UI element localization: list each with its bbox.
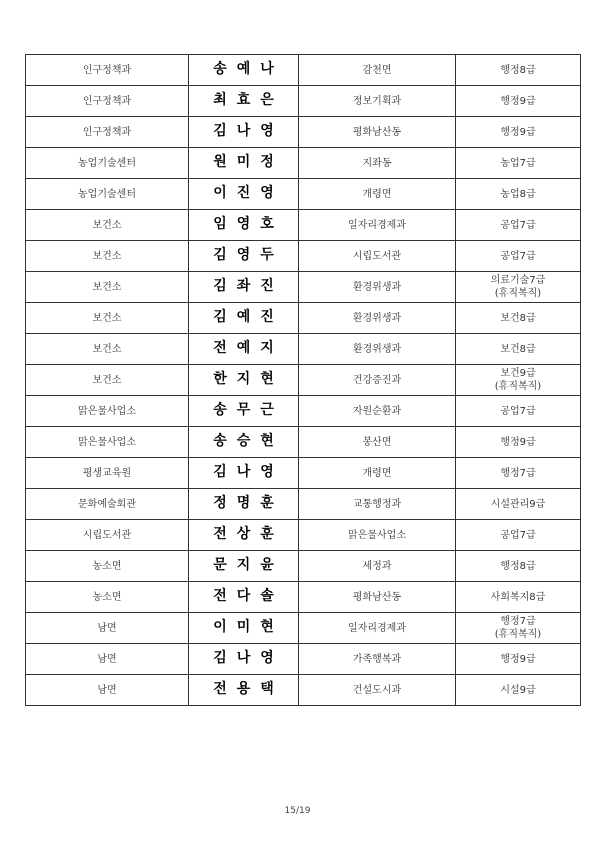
employee-name-cell [189,365,299,396]
current-department-cell: 시립도서관 [26,520,189,551]
new-assignment-cell: 교통행정과 [299,489,456,520]
grade-label: 의료기술7급 [490,275,546,286]
new-assignment-cell: 건강증진과 [299,365,456,396]
new-assignment-cell: 환경위생과 [299,303,456,334]
current-department-cell: 농소면 [26,582,189,613]
grade-label: 공업7급 [500,405,536,417]
current-department-cell: 보건소 [26,272,189,303]
employee-name: 문지윤 [213,557,284,573]
current-department-cell: 농업기술센터 [26,148,189,179]
employee-name-cell [189,582,299,613]
personnel-table-body [26,55,581,706]
current-department-cell: 농업기술센터 [26,179,189,210]
employee-name: 전다솔 [213,588,284,604]
table-row [26,117,581,148]
grade-cell [456,520,581,551]
new-assignment-cell: 맑은물사업소 [299,520,456,551]
employee-name: 전상훈 [213,526,284,542]
current-department-cell: 남면 [26,675,189,706]
new-assignment-cell: 가족행복과 [299,644,456,675]
employee-name-cell [189,427,299,458]
grade-cell [456,179,581,210]
grade-cell [456,427,581,458]
grade-label: 농업8급 [500,188,536,200]
current-department-cell: 보건소 [26,303,189,334]
employee-name: 송승현 [213,433,284,449]
employee-name-cell [189,520,299,551]
table-row [26,179,581,210]
new-assignment-cell: 정보기획과 [299,86,456,117]
grade-label: 보건8급 [500,312,536,324]
table-row [26,396,581,427]
grade-cell [456,148,581,179]
leave-return-note: (휴직복직) [494,288,542,299]
current-department-cell: 인구정책과 [26,117,189,148]
grade-cell [456,303,581,334]
personnel-table [25,54,581,706]
current-department-cell: 남면 [26,613,189,644]
employee-name: 김영두 [213,247,284,263]
employee-name-cell [189,179,299,210]
table-row [26,489,581,520]
current-department-cell: 보건소 [26,210,189,241]
employee-name-cell [189,334,299,365]
grade-label: 보건9급 [500,368,536,379]
employee-name: 최효은 [213,92,284,108]
employee-name-cell [189,489,299,520]
current-department-cell: 인구정책과 [26,86,189,117]
grade-label: 행정9급 [500,126,536,138]
employee-name: 송무근 [213,402,284,418]
employee-name-cell [189,55,299,86]
leave-return-note: (휴직복직) [494,629,542,640]
grade-cell [456,365,581,396]
employee-name: 전용택 [213,681,284,697]
grade-label: 행정8급 [500,64,536,76]
table-row [26,644,581,675]
new-assignment-cell: 일자리경제과 [299,210,456,241]
table-row [26,55,581,86]
new-assignment-cell: 봉산면 [299,427,456,458]
employee-name: 이진영 [213,185,284,201]
employee-name-cell [189,613,299,644]
table-row [26,241,581,272]
grade-label: 행정9급 [500,95,536,107]
grade-cell [456,582,581,613]
grade-cell [456,675,581,706]
employee-name-cell [189,272,299,303]
grade-label: 공업7급 [500,529,536,541]
employee-name: 이미현 [213,619,284,635]
grade-cell [456,489,581,520]
employee-name: 송예나 [213,61,284,77]
grade-cell [456,241,581,272]
grade-cell [456,334,581,365]
employee-name: 김예진 [213,309,284,325]
employee-name: 김좌진 [213,278,284,294]
new-assignment-cell: 환경위생과 [299,272,456,303]
grade-label: 행정9급 [500,436,536,448]
new-assignment-cell: 평화남산동 [299,117,456,148]
current-department-cell: 문화예술회관 [26,489,189,520]
employee-name: 김나영 [213,123,284,139]
employee-name-cell [189,458,299,489]
table-row [26,334,581,365]
employee-name-cell [189,86,299,117]
grade-cell [456,551,581,582]
employee-name-cell [189,210,299,241]
grade-cell [456,644,581,675]
new-assignment-cell: 감천면 [299,55,456,86]
current-department-cell: 인구정책과 [26,55,189,86]
leave-return-note: (휴직복직) [494,381,542,392]
table-row [26,613,581,644]
current-department-cell: 남면 [26,644,189,675]
grade-cell [456,396,581,427]
employee-name-cell [189,148,299,179]
grade-cell [456,458,581,489]
table-row [26,148,581,179]
employee-name: 임영호 [213,216,284,232]
current-department-cell: 평생교육원 [26,458,189,489]
table-row [26,520,581,551]
employee-name-cell [189,117,299,148]
employee-name: 한지현 [213,371,284,387]
employee-name-cell [189,303,299,334]
table-row [26,675,581,706]
grade-cell [456,55,581,86]
table-row [26,303,581,334]
grade-cell [456,272,581,303]
current-department-cell: 보건소 [26,365,189,396]
current-department-cell: 맑은물사업소 [26,396,189,427]
new-assignment-cell: 일자리경제과 [299,613,456,644]
current-department-cell: 보건소 [26,334,189,365]
grade-cell [456,86,581,117]
employee-name-cell [189,241,299,272]
employee-name: 김나영 [213,650,284,666]
employee-name: 전예지 [213,340,284,356]
new-assignment-cell: 자원순환과 [299,396,456,427]
grade-label: 행정7급 [500,616,536,627]
grade-cell [456,117,581,148]
table-row [26,86,581,117]
employee-name-cell [189,675,299,706]
table-row [26,272,581,303]
new-assignment-cell: 세정과 [299,551,456,582]
grade-label: 보건8급 [500,343,536,355]
new-assignment-cell: 지좌동 [299,148,456,179]
employee-name-cell [189,551,299,582]
table-row [26,210,581,241]
employee-name: 정명훈 [213,495,284,511]
current-department-cell: 농소면 [26,551,189,582]
new-assignment-cell: 건설도시과 [299,675,456,706]
table-row [26,582,581,613]
new-assignment-cell: 개령면 [299,458,456,489]
new-assignment-cell: 개령면 [299,179,456,210]
new-assignment-cell: 평화남산동 [299,582,456,613]
page-number: 15/19 [284,806,311,816]
grade-label: 사회복지8급 [490,591,546,603]
employee-name-cell [189,396,299,427]
table-row [26,458,581,489]
grade-label: 농업7급 [500,157,536,169]
grade-cell [456,210,581,241]
grade-label: 행정9급 [500,653,536,665]
grade-label: 공업7급 [500,219,536,231]
grade-label: 시설9급 [500,684,536,696]
grade-label: 행정7급 [500,467,536,479]
employee-name: 원미정 [213,154,284,170]
grade-cell [456,613,581,644]
table-row [26,365,581,396]
current-department-cell: 맑은물사업소 [26,427,189,458]
employee-name-cell [189,644,299,675]
table-row [26,551,581,582]
grade-label: 행정8급 [500,560,536,572]
current-department-cell: 보건소 [26,241,189,272]
grade-label: 시설관리9급 [490,498,546,510]
new-assignment-cell: 환경위생과 [299,334,456,365]
employee-name: 김나영 [213,464,284,480]
table-row [26,427,581,458]
grade-label: 공업7급 [500,250,536,262]
new-assignment-cell: 시립도서관 [299,241,456,272]
